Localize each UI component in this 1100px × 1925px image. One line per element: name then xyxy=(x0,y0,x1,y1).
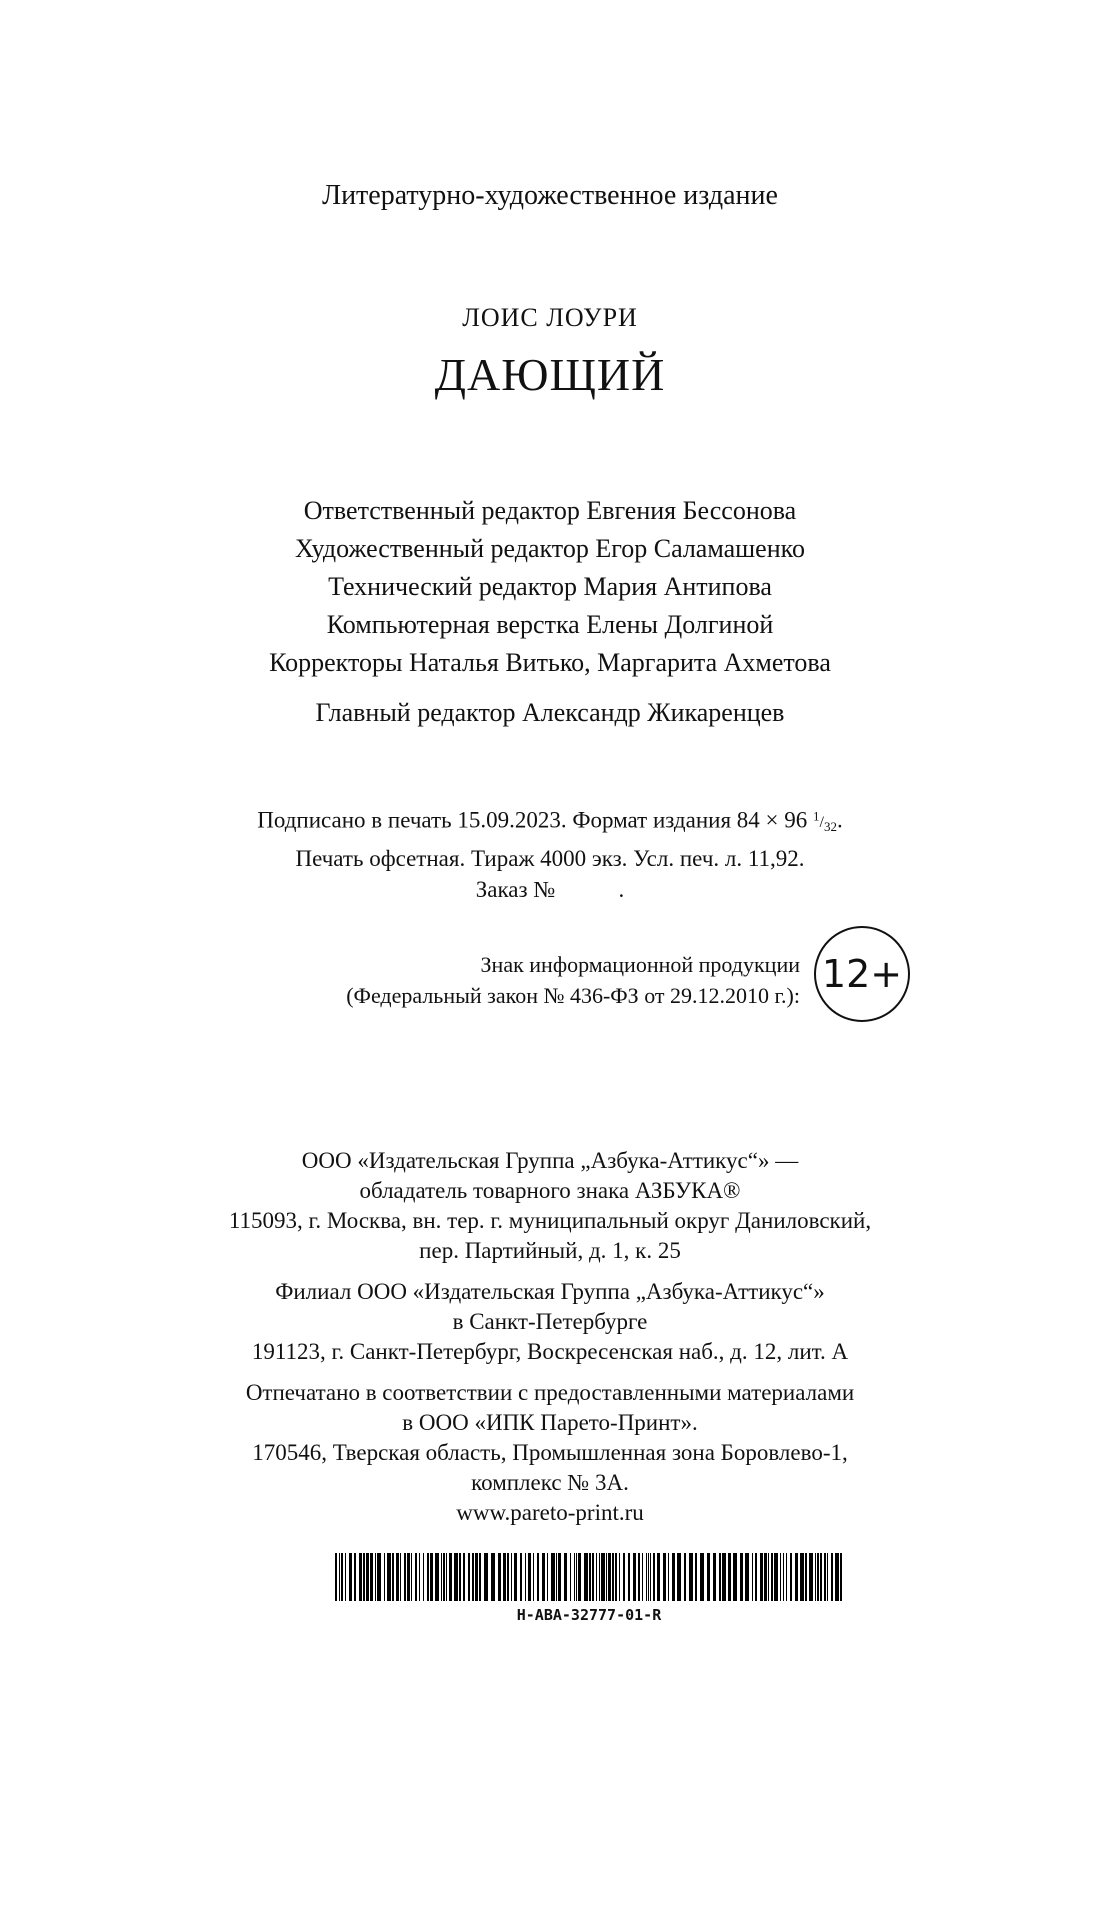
barcode-bar xyxy=(558,1553,561,1601)
barcode-bar xyxy=(349,1553,352,1601)
barcode-bar xyxy=(840,1553,842,1601)
barcode-bar xyxy=(377,1553,381,1601)
chief-editor: Главный редактор Александр Жикаренцев xyxy=(315,698,785,727)
barcode-bar xyxy=(404,1553,406,1601)
barcode-bar xyxy=(608,1553,611,1601)
barcode-bar xyxy=(815,1553,816,1601)
barcode-bar xyxy=(612,1553,614,1601)
barcode-bar xyxy=(576,1553,577,1601)
barcode-bar xyxy=(599,1553,600,1601)
barcode-bar xyxy=(514,1553,517,1601)
barcode-bar xyxy=(503,1553,506,1601)
barcode-bar xyxy=(713,1553,716,1601)
info-sign-line: Знак информационной продукции xyxy=(480,952,800,977)
barcode-bar xyxy=(824,1553,826,1601)
barcode-bar xyxy=(668,1553,669,1601)
barcode-bar xyxy=(384,1553,385,1601)
barcode-bar xyxy=(423,1553,424,1601)
info-sign-law: (Федеральный закон № 436-ФЗ от 29.12.2010 г.): xyxy=(346,983,800,1008)
barcode-bar xyxy=(525,1553,526,1601)
barcode-bar xyxy=(677,1553,681,1601)
branch-line: в Санкт-Петербурге xyxy=(452,1309,648,1334)
barcode-bar xyxy=(441,1553,442,1601)
barcode-bar xyxy=(672,1553,675,1601)
barcode-bar xyxy=(596,1553,597,1601)
barcode-bar xyxy=(339,1553,340,1601)
barcode-bar xyxy=(570,1553,571,1601)
barcode-graphic xyxy=(335,1553,843,1601)
barcode-bar xyxy=(463,1553,465,1601)
barcode-bar xyxy=(375,1553,376,1601)
barcode-bar xyxy=(764,1553,767,1601)
format-fraction: $^1/_{32}$ xyxy=(813,809,837,835)
fraction-numerator: 1 xyxy=(813,809,820,824)
publisher-line: ООО «Издательская Группа „Азбука-Аттикус“» — xyxy=(301,1148,799,1173)
barcode-bar xyxy=(366,1553,369,1601)
barcode-bar xyxy=(574,1553,575,1601)
barcode-bar xyxy=(419,1553,420,1601)
barcode-bar xyxy=(628,1553,630,1601)
barcode-bar xyxy=(547,1553,548,1601)
barcode-bar xyxy=(638,1553,640,1601)
credit-line: Корректоры Наталья Витько, Маргарита Ахметова xyxy=(269,648,831,677)
barcode-bar xyxy=(774,1553,778,1601)
barcode-bar xyxy=(695,1553,697,1601)
barcode-bar xyxy=(790,1553,792,1601)
barcode-bar xyxy=(689,1553,693,1601)
barcode-bar xyxy=(407,1553,410,1601)
barcode-bar xyxy=(827,1553,828,1601)
imprint-line xyxy=(0,801,1100,843)
barcode-bar xyxy=(396,1553,399,1601)
printer-website: www.pareto-print.ru xyxy=(456,1500,644,1525)
credit-line: Технический редактор Мария Антипова xyxy=(328,572,772,601)
publisher-block xyxy=(0,1146,1100,1528)
barcode-bar xyxy=(491,1553,495,1601)
barcode-bar xyxy=(484,1553,488,1601)
barcode-bar xyxy=(392,1553,394,1601)
barcode-bar xyxy=(430,1553,433,1601)
credit-line: Компьютерная верстка Елены Долгиной xyxy=(326,610,774,639)
imprint-format: Подписано в печать 15.09.2023. Формат издания 84 × 96 xyxy=(257,807,808,833)
barcode-bar xyxy=(564,1553,567,1601)
barcode-bar xyxy=(646,1553,647,1601)
barcode-bar xyxy=(771,1553,773,1601)
barcode-bar xyxy=(648,1553,649,1601)
credits-block xyxy=(0,492,1100,682)
barcode-bar xyxy=(615,1553,617,1601)
imprint-block xyxy=(0,801,1100,905)
book-title: ДАЮЩИЙ xyxy=(434,349,666,400)
imprint-period: . xyxy=(836,807,843,833)
barcode-bar xyxy=(354,1553,356,1601)
barcode-bar xyxy=(498,1553,501,1601)
barcode-bar xyxy=(619,1553,620,1601)
barcode-bar xyxy=(468,1553,470,1601)
printer-line: Отпечатано в соответствии с предоставленными материалами xyxy=(245,1380,855,1405)
barcode-bar xyxy=(479,1553,481,1601)
barcode-bar xyxy=(345,1553,346,1601)
barcode-bar xyxy=(335,1553,337,1601)
barcode-bar xyxy=(415,1553,417,1601)
barcode-bar xyxy=(719,1553,721,1601)
barcode-bar xyxy=(601,1553,605,1601)
barcode-bar xyxy=(542,1553,545,1601)
printer-line: 170546, Тверская область, Промышленная зона Боровлево-1, xyxy=(252,1440,848,1465)
barcode-bar xyxy=(820,1553,822,1601)
barcode-bar xyxy=(795,1553,798,1601)
barcode-bar xyxy=(623,1553,625,1601)
barcode-bar xyxy=(400,1553,401,1601)
barcode-bar xyxy=(752,1553,753,1601)
barcode-bar xyxy=(370,1553,373,1601)
barcode-bar xyxy=(733,1553,737,1601)
barcode-bar xyxy=(387,1553,391,1601)
barcode-bar xyxy=(684,1553,686,1601)
barcode-bar xyxy=(700,1553,704,1601)
barcode-bar xyxy=(722,1553,726,1601)
credit-line: Художественный редактор Егор Саламашенко xyxy=(295,534,805,563)
barcode-bar xyxy=(728,1553,731,1601)
author-name: ЛОИС ЛОУРИ xyxy=(462,303,638,332)
barcode-bar xyxy=(449,1553,452,1601)
barcode-bar xyxy=(780,1553,781,1601)
barcode-bar xyxy=(592,1553,594,1601)
barcode-bar xyxy=(359,1553,362,1601)
publisher-line: пер. Партийный, д. 1, к. 25 xyxy=(419,1238,681,1263)
barcode-bar xyxy=(783,1553,784,1601)
barcode-bar xyxy=(657,1553,660,1601)
barcode-bar xyxy=(786,1553,787,1601)
barcode-bar xyxy=(809,1553,813,1601)
barcode-bar xyxy=(411,1553,412,1601)
barcode-bar xyxy=(520,1553,522,1601)
info-sign-text xyxy=(230,949,800,1011)
barcode-bar xyxy=(800,1553,804,1601)
barcode-bar xyxy=(459,1553,461,1601)
barcode-bar xyxy=(606,1553,607,1601)
age-rating-badge xyxy=(814,926,910,1022)
publisher-line: 115093, г. Москва, вн. тер. г. муниципальный округ Даниловский, xyxy=(228,1208,872,1233)
barcode-bar xyxy=(768,1553,769,1601)
publisher-line: обладатель товарного знака АЗБУКА® xyxy=(359,1178,741,1203)
barcode-bar xyxy=(653,1553,655,1601)
barcode-bar xyxy=(528,1553,531,1601)
barcode-bar xyxy=(633,1553,636,1601)
barcode-bar xyxy=(507,1553,509,1601)
barcode-bar xyxy=(650,1553,651,1601)
barcode-bar xyxy=(551,1553,555,1601)
branch-line: Филиал ООО «Издательская Группа „Азбука-Аттикус“» xyxy=(275,1279,825,1304)
barcode-bar xyxy=(835,1553,839,1601)
barcode-bar xyxy=(454,1553,458,1601)
barcode-bar xyxy=(740,1553,743,1601)
barcode-bar xyxy=(584,1553,588,1601)
barcode-bar xyxy=(446,1553,447,1601)
barcode-bar xyxy=(537,1553,539,1601)
barcode-bar xyxy=(435,1553,439,1601)
barcode-bar xyxy=(831,1553,833,1601)
barcode-bar xyxy=(589,1553,591,1601)
barcode-bar xyxy=(443,1553,445,1601)
fraction-denominator: 32 xyxy=(823,819,837,835)
barcode-bar xyxy=(755,1553,757,1601)
barcode-bar xyxy=(817,1553,819,1601)
barcode-bar xyxy=(760,1553,763,1601)
branch-line: 191123, г. Санкт-Петербург, Воскресенская наб., д. 12, лит. А xyxy=(251,1339,849,1364)
barcode-bar xyxy=(363,1553,365,1601)
barcode-bar xyxy=(533,1553,534,1601)
barcode-bar xyxy=(511,1553,512,1601)
age-rating-label: 12+ xyxy=(821,952,903,996)
printer-line: комплекс № 3А. xyxy=(471,1470,629,1495)
barcode-bar xyxy=(472,1553,474,1601)
barcode-bar xyxy=(805,1553,807,1601)
barcode-bar xyxy=(745,1553,749,1601)
barcode-bar xyxy=(707,1553,710,1601)
barcode-bar xyxy=(475,1553,478,1601)
genre-label: Литературно-художественное издание xyxy=(322,180,778,211)
credit-line: Ответственный редактор Евгения Бессонова xyxy=(303,496,797,525)
printer-line: в ООО «ИПК Парето-Принт». xyxy=(402,1410,698,1435)
barcode-bar xyxy=(663,1553,666,1601)
order-number-line: Заказ № . xyxy=(475,876,625,902)
imprint-line: Печать офсетная. Тираж 4000 экз. Усл. печ. л. 11,92. xyxy=(295,845,805,871)
barcode-bar xyxy=(341,1553,343,1601)
barcode-bar xyxy=(578,1553,581,1601)
barcode-bar xyxy=(642,1553,643,1601)
barcode-bar xyxy=(556,1553,557,1601)
barcode-bar xyxy=(427,1553,429,1601)
barcode-code: H-ABA-32777-01-R xyxy=(516,1606,662,1624)
